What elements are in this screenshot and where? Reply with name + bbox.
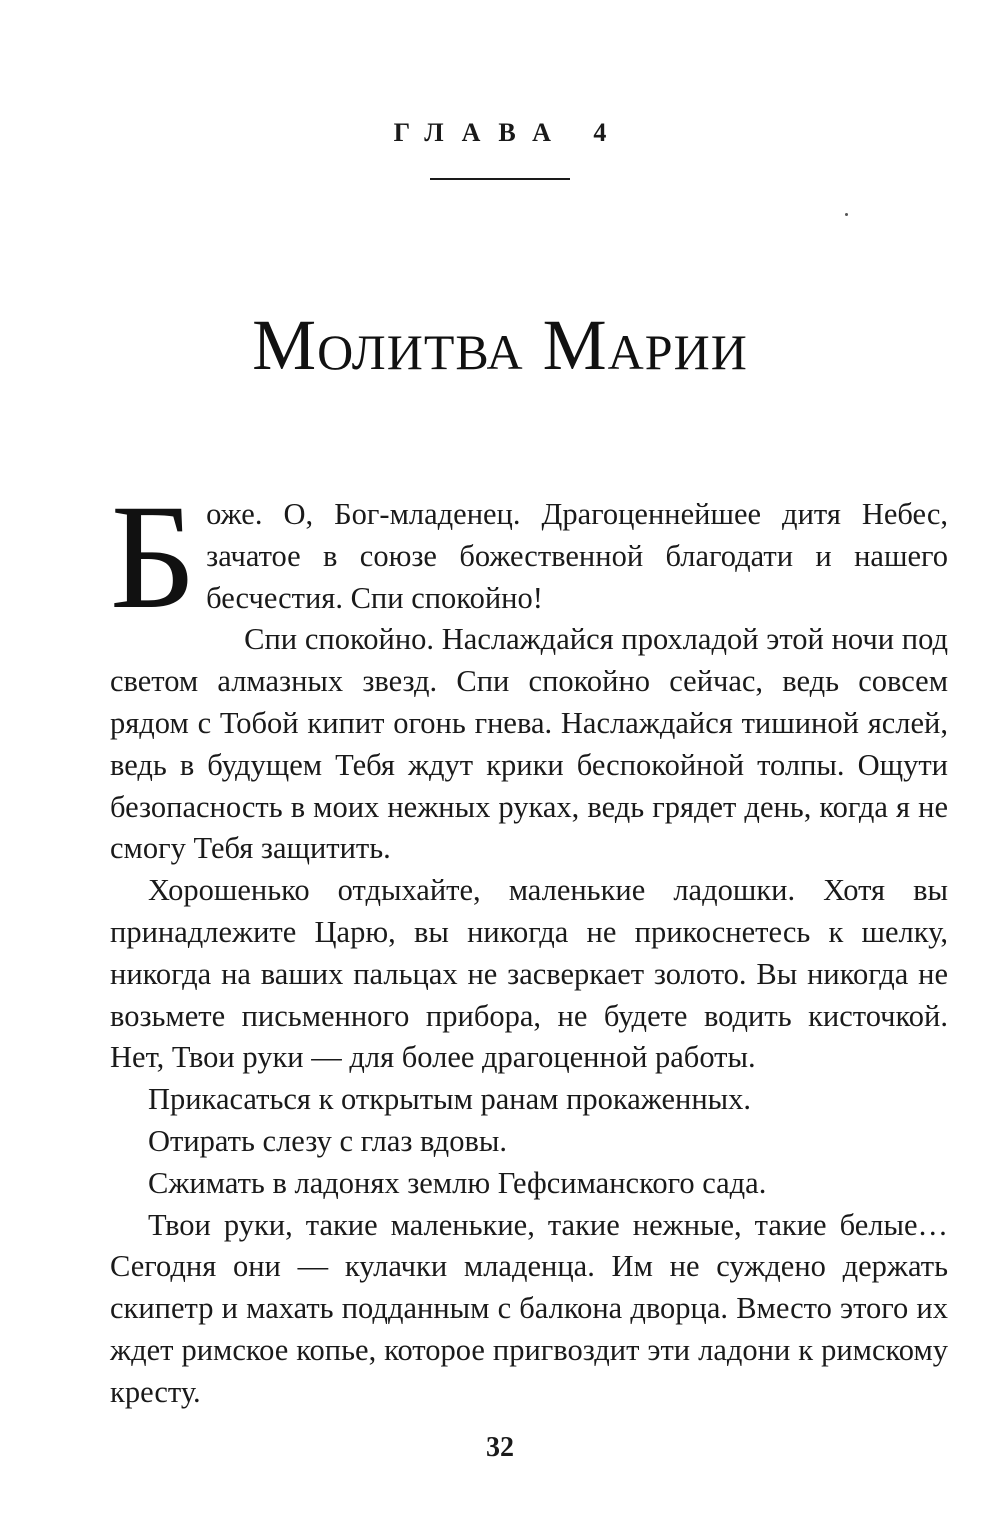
- chapter-divider: [430, 178, 570, 180]
- page-number: 32: [486, 1432, 514, 1463]
- paragraph-1-text: оже. О, Бог-младенец. Драгоценнейшее дитя Небес, зачатое в союзе божественной благодати и нашего бесчестия. Спи спокойно!: [206, 497, 948, 615]
- paragraph-1: [110, 474, 948, 640]
- chapter-title: Молитва Марии: [252, 305, 748, 385]
- paragraph-5: Отирать слезу с глаз вдовы.: [148, 1123, 507, 1158]
- chapter-label: ГЛАВА 4: [393, 118, 625, 147]
- paragraph-4: Прикасаться к открытым ранам прокаженных.: [148, 1082, 752, 1117]
- paragraph-7: Твои руки, такие маленькие, такие нежные, такие белые… Сегодня они — кулачки младенца. Им не суждено держать скипетр и махать подданным с балкона дворца. Вместо этого их ждет римское копье, которое пригвоздит эти ладони к римскому кресту.: [110, 1207, 948, 1409]
- chapter-body: [110, 474, 948, 1414]
- paragraph-6: Сжимать в ладонях землю Гефсиманского сада.: [148, 1165, 767, 1200]
- paragraph-2: Спи спокойно. Наслаждайся прохладой этой ночи под светом алмазных звезд. Спи спокойно сейчас, ведь совсем рядом с Тобой кипит огонь гнева. Наслаждайся тишиной яслей, ведь в будущем Тебя ждут крики беспокойной толпы. Ощути безопасность в моих нежных руках, ведь грядет день, когда я не смогу Тебя защитить.: [110, 622, 948, 866]
- drop-cap: Б: [110, 474, 197, 640]
- paragraph-3: Хорошенько отдыхайте, маленькие ладошки. Хотя вы принадлежите Царю, вы никогда не прикоснетесь к шелку, никогда на ваших пальцах не засверкает золото. Вы никогда не возьмете письменного прибора, не будете водить кисточкой. Нет, Твои руки — для более драгоценной работы.: [110, 873, 948, 1075]
- scan-speck: [845, 213, 848, 216]
